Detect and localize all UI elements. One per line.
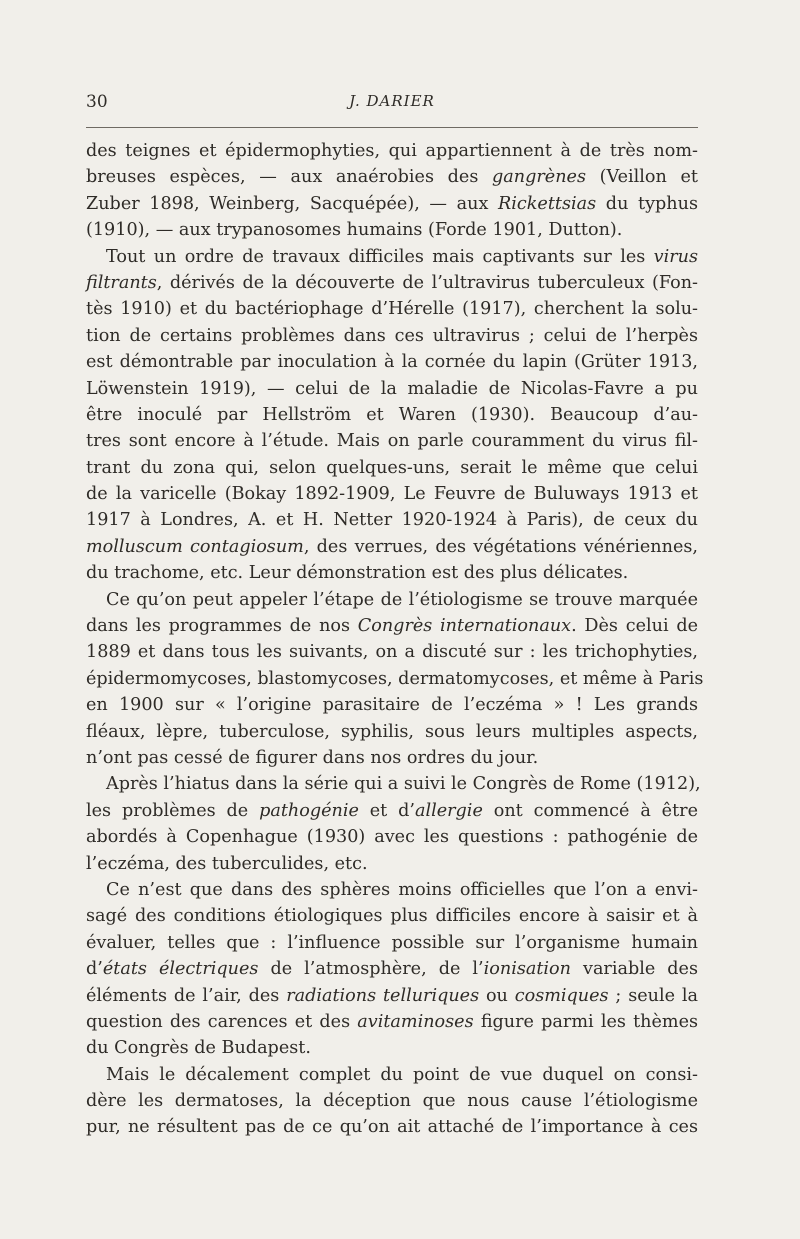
text-line: tès 1910) et du bactériophage d’Hérelle (1917), cherchent la solu- bbox=[86, 299, 698, 320]
text-line: des teignes et épidermophyties, qui appartiennent à de très nom- bbox=[86, 141, 698, 161]
text-line: éléments de l’air, des radiations telluriques ou cosmiques ; seule la bbox=[86, 985, 698, 1006]
text-line: être inoculé par Hellström et Waren (1930). Beaucoup d’au- bbox=[86, 404, 698, 425]
page-number: 30 bbox=[86, 92, 108, 112]
text-line: trant du zona qui, selon quelques-uns, serait le même que celui bbox=[86, 457, 698, 478]
text-line: question des carences et des avitaminoses figure parmi les thèmes bbox=[86, 1011, 699, 1032]
body-text bbox=[86, 138, 704, 1141]
text-line: abordés à Copenhague (1930) avec les questions : pathogénie de bbox=[86, 827, 698, 848]
text-line: de la varicelle (Bokay 1892-1909, Le Feuvre de Buluways 1913 et bbox=[86, 484, 698, 505]
text-line: 1889 et dans tous les suivants, on a discuté sur : les trichophyties, bbox=[86, 642, 698, 663]
text-line: en 1900 sur « l’origine parasitaire de l’eczéma » ! Les grands bbox=[86, 695, 698, 716]
text-line: du Congrès de Budapest. bbox=[86, 1038, 311, 1059]
text-line: Löwenstein 1919), — celui de la maladie de Nicolas-Favre a pu bbox=[86, 378, 698, 399]
text-line: (1910), — aux trypanosomes humains (Forde 1901, Dutton). bbox=[86, 220, 623, 241]
text-line: Tout un ordre de travaux difficiles mais captivants sur les virus bbox=[106, 246, 698, 267]
header-rule bbox=[86, 127, 698, 128]
text-line: les problèmes de pathogénie et d’allergie ont commencé à être bbox=[86, 800, 698, 821]
text-line: Ce n’est que dans des sphères moins officielles que l’on a envi- bbox=[106, 879, 698, 900]
text-line: n’ont pas cessé de figurer dans nos ordres du jour. bbox=[86, 747, 539, 768]
running-head bbox=[86, 92, 698, 116]
text-line: sagé des conditions étiologiques plus difficiles encore à saisir et à bbox=[86, 906, 698, 927]
text-line: fléaux, lèpre, tuberculose, syphilis, sous leurs multiples aspects, bbox=[86, 721, 698, 742]
text-line: filtrants, dérivés de la découverte de l’ultravirus tuberculeux (Fon- bbox=[86, 272, 698, 293]
text-line: 1917 à Londres, A. et H. Netter 1920-1924 à Paris), de ceux du bbox=[86, 510, 698, 531]
text-line: Après l’hiatus dans la série qui a suivi le Congrès de Rome (1912), bbox=[106, 774, 701, 795]
text-line: pur, ne résultent pas de ce qu’on ait attaché de l’importance à ces bbox=[86, 1117, 698, 1138]
text-line: du trachome, etc. Leur démonstration est des plus délicates. bbox=[86, 563, 629, 584]
text-line: l’eczéma, des tuberculides, etc. bbox=[86, 853, 368, 874]
text-line: breuses espèces, — aux anaérobies des gangrènes (Veillon et bbox=[86, 167, 698, 188]
text-line: tion de certains problèmes dans ces ultravirus ; celui de l’herpès bbox=[86, 325, 698, 346]
text-line: épidermomycoses, blastomycoses, dermatomycoses, et même à Paris bbox=[86, 668, 704, 689]
text-line: est démontrable par inoculation à la cornée du lapin (Grüter 1913, bbox=[86, 352, 698, 373]
text-line: évaluer, telles que : l’influence possible sur l’organisme humain bbox=[86, 932, 698, 953]
text-line: Zuber 1898, Weinberg, Sacquépée), — aux Rickettsias du typhus bbox=[86, 193, 698, 214]
running-title: J. DARIER bbox=[349, 92, 435, 110]
text-line: dère les dermatoses, la déception que nous cause l’étiologisme bbox=[86, 1091, 698, 1112]
text-line: Ce qu’on peut appeler l’étape de l’étiologisme se trouve marquée bbox=[106, 589, 698, 610]
text-line: Mais le décalement complet du point de vue duquel on consi- bbox=[106, 1064, 698, 1085]
text-line: dans les programmes de nos Congrès internationaux. Dès celui de bbox=[86, 616, 698, 637]
text-line: molluscum contagiosum, des verrues, des végétations vénériennes, bbox=[86, 536, 698, 557]
text-line: tres sont encore à l’étude. Mais on parle couramment du virus fil- bbox=[86, 431, 698, 452]
text-line: d’états électriques de l’atmosphère, de l’ionisation variable des bbox=[86, 959, 698, 980]
